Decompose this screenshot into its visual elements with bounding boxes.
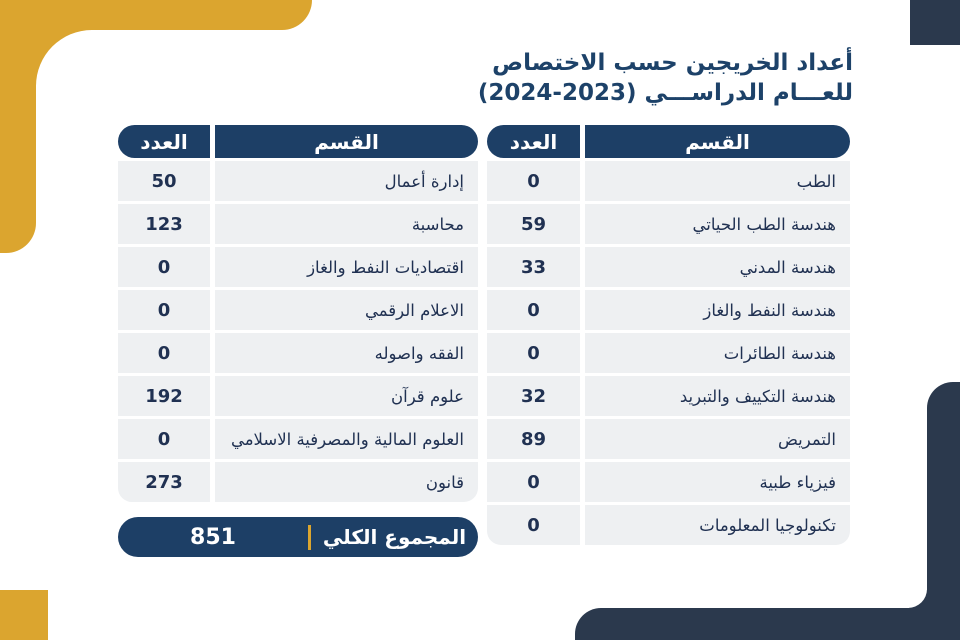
count-cell: 0 (487, 505, 580, 545)
table-row (487, 333, 850, 373)
table-row (487, 204, 850, 244)
department-cell: هندسة التكييف والتبريد (585, 376, 850, 416)
corner-accent-bottom-navy-bar (575, 608, 960, 640)
count-cell: 0 (118, 419, 210, 459)
table-row (118, 161, 478, 201)
page-title-line1: أعداد الخريجين حسب الاختصاص (492, 50, 853, 76)
department-cell: اقتصاديات النفط والغاز (215, 247, 478, 287)
table-row (487, 161, 850, 201)
department-cell: إدارة أعمال (215, 161, 478, 201)
grand-total-value: 851 (190, 524, 236, 550)
department-cell: قانون (215, 462, 478, 502)
count-cell: 123 (118, 204, 210, 244)
table-row (118, 247, 478, 287)
count-cell: 32 (487, 376, 580, 416)
table-row (487, 376, 850, 416)
department-cell: تكنولوجيا المعلومات (585, 505, 850, 545)
top-right-navy-square (910, 0, 960, 45)
count-cell: 0 (118, 247, 210, 287)
count-cell: 50 (118, 161, 210, 201)
department-cell: هندسة النفط والغاز (585, 290, 850, 330)
department-cell: الاعلام الرقمي (215, 290, 478, 330)
grand-total-label: المجموع الكلي (322, 525, 467, 549)
department-cell: هندسة الطب الحياتي (585, 204, 850, 244)
page-title (478, 48, 853, 109)
table-row (487, 247, 850, 287)
table-row (487, 462, 850, 502)
bottom-left-gold-square (0, 590, 48, 640)
graduates-table-right (487, 125, 850, 545)
department-cell: فيزياء طبية (585, 462, 850, 502)
department-cell: العلوم المالية والمصرفية الاسلامي (215, 419, 478, 459)
department-column-header: القسم (215, 125, 478, 158)
table-row (118, 462, 478, 502)
count-cell: 0 (118, 290, 210, 330)
table-row (487, 290, 850, 330)
department-cell: هندسة الطائرات (585, 333, 850, 373)
count-cell: 0 (118, 333, 210, 373)
count-column-header: العدد (118, 125, 210, 158)
count-cell: 0 (487, 333, 580, 373)
table-header (118, 125, 478, 158)
count-cell: 89 (487, 419, 580, 459)
table-row (118, 419, 478, 459)
table-row (487, 505, 850, 545)
academic-year: (2024-2023) (477, 80, 637, 107)
department-cell: علوم قرآن (215, 376, 478, 416)
table-row (118, 204, 478, 244)
corner-accent-right-navy-bar (927, 382, 960, 640)
count-cell: 59 (487, 204, 580, 244)
count-column-header: العدد (487, 125, 580, 158)
department-cell: الطب (585, 161, 850, 201)
table-header (487, 125, 850, 158)
department-cell: هندسة المدني (585, 247, 850, 287)
department-cell: الفقه واصوله (215, 333, 478, 373)
department-column-header: القسم (585, 125, 850, 158)
table-row (487, 419, 850, 459)
count-cell: 192 (118, 376, 210, 416)
grand-total-row (118, 517, 478, 557)
count-cell: 0 (487, 290, 580, 330)
count-cell: 0 (487, 462, 580, 502)
corner-accent-top-gold-bar (0, 0, 312, 30)
count-cell: 273 (118, 462, 210, 502)
count-cell: 33 (487, 247, 580, 287)
page-title-line2: للعـــام الدراســـي (2024-2023) (477, 80, 853, 107)
department-cell: التمريض (585, 419, 850, 459)
table-row (118, 333, 478, 373)
graduates-table-left (118, 125, 478, 502)
table-row (118, 290, 478, 330)
table-row (118, 376, 478, 416)
corner-accent-left-gold-bar (0, 0, 36, 253)
count-cell: 0 (487, 161, 580, 201)
department-cell: محاسبة (215, 204, 478, 244)
